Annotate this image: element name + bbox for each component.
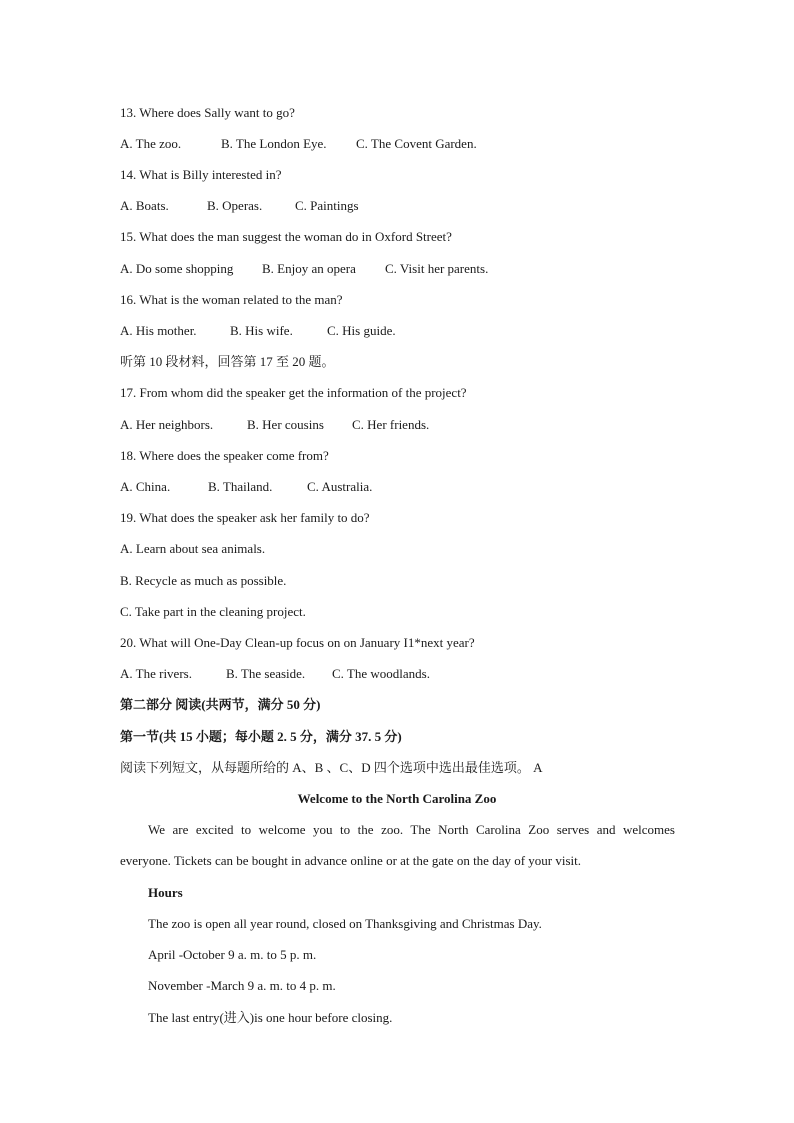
- options-14: [120, 198, 680, 214]
- option-a: A. The rivers.: [120, 666, 192, 681]
- option-b: B. Operas.: [207, 198, 263, 213]
- options-18: [120, 479, 680, 495]
- hours-heading: Hours: [148, 885, 183, 900]
- option-c: C. The woodlands.: [332, 666, 430, 681]
- hours-line: November -March 9 a. m. to 4 p. m.: [148, 978, 336, 993]
- option-b: B. His wife.: [230, 323, 293, 338]
- options-20: [120, 666, 680, 682]
- hours-line: April -October 9 a. m. to 5 p. m.: [148, 947, 317, 962]
- option-c: C. The Covent Garden.: [356, 136, 477, 151]
- passage-title: Welcome to the North Carolina Zoo: [297, 791, 497, 806]
- hours-line: The last entry(进入)is one hour before closing.: [148, 1010, 393, 1025]
- option-b: B. Enjoy an opera: [262, 261, 356, 276]
- question-19: 19. What does the speaker ask her family to do?: [120, 510, 370, 525]
- question-16: 16. What is the woman related to the man?: [120, 292, 343, 307]
- option-b: B. The seaside.: [226, 666, 306, 681]
- options-15: [120, 261, 680, 277]
- question-15: 15. What does the man suggest the woman do in Oxford Street?: [120, 229, 452, 244]
- question-17: 17. From whom did the speaker get the information of the project?: [120, 385, 467, 400]
- question-14: 14. What is Billy interested in?: [120, 167, 282, 182]
- options-16: [120, 323, 680, 339]
- passage-intro-line-1: We are excited to welcome you to the zoo. The North Carolina Zoo serves and welcomes: [148, 822, 675, 837]
- option-b: B. The London Eye.: [221, 136, 327, 151]
- option-a: A. Do some shopping: [120, 261, 234, 276]
- hours-line: The zoo is open all year round, closed on Thanksgiving and Christmas Day.: [148, 916, 542, 931]
- option-c: C. Her friends.: [352, 417, 430, 432]
- section-title: 第一节(共 15 小题；每小题 2. 5 分，满分 37. 5 分): [120, 729, 402, 744]
- option-b: B. Her cousins: [247, 417, 324, 432]
- reading-instruction: 阅读下列短文，从每题所给的 A、B 、C、D 四个选项中选出最佳选项。 A: [120, 760, 543, 775]
- option-c: C. His guide.: [327, 323, 396, 338]
- option-19-c: C. Take part in the cleaning project.: [120, 604, 306, 619]
- option-a: A. China.: [120, 479, 171, 494]
- question-18: 18. Where does the speaker come from?: [120, 448, 329, 463]
- passage-intro-line-2: everyone. Tickets can be bought in advance online or at the gate on the day of your visit.: [120, 853, 582, 868]
- question-13: 13. Where does Sally want to go?: [120, 105, 295, 120]
- options-13: [120, 136, 680, 152]
- section-note: 听第 10 段材料，回答第 17 至 20 题。: [120, 354, 335, 369]
- option-c: C. Visit her parents.: [385, 261, 489, 276]
- option-c: C. Australia.: [307, 479, 373, 494]
- options-17: [120, 417, 680, 433]
- option-19-a: A. Learn about sea animals.: [120, 541, 266, 556]
- option-19-b: B. Recycle as much as possible.: [120, 573, 287, 588]
- option-c: C. Paintings: [295, 198, 359, 213]
- part-title: 第二部分 阅读(共两节，满分 50 分): [120, 697, 321, 712]
- option-a: A. Her neighbors.: [120, 417, 214, 432]
- question-20: 20. What will One-Day Clean-up focus on on January I1*next year?: [120, 635, 475, 650]
- option-a: A. Boats.: [120, 198, 169, 213]
- option-a: A. His mother.: [120, 323, 197, 338]
- option-a: A. The zoo.: [120, 136, 182, 151]
- option-b: B. Thailand.: [208, 479, 273, 494]
